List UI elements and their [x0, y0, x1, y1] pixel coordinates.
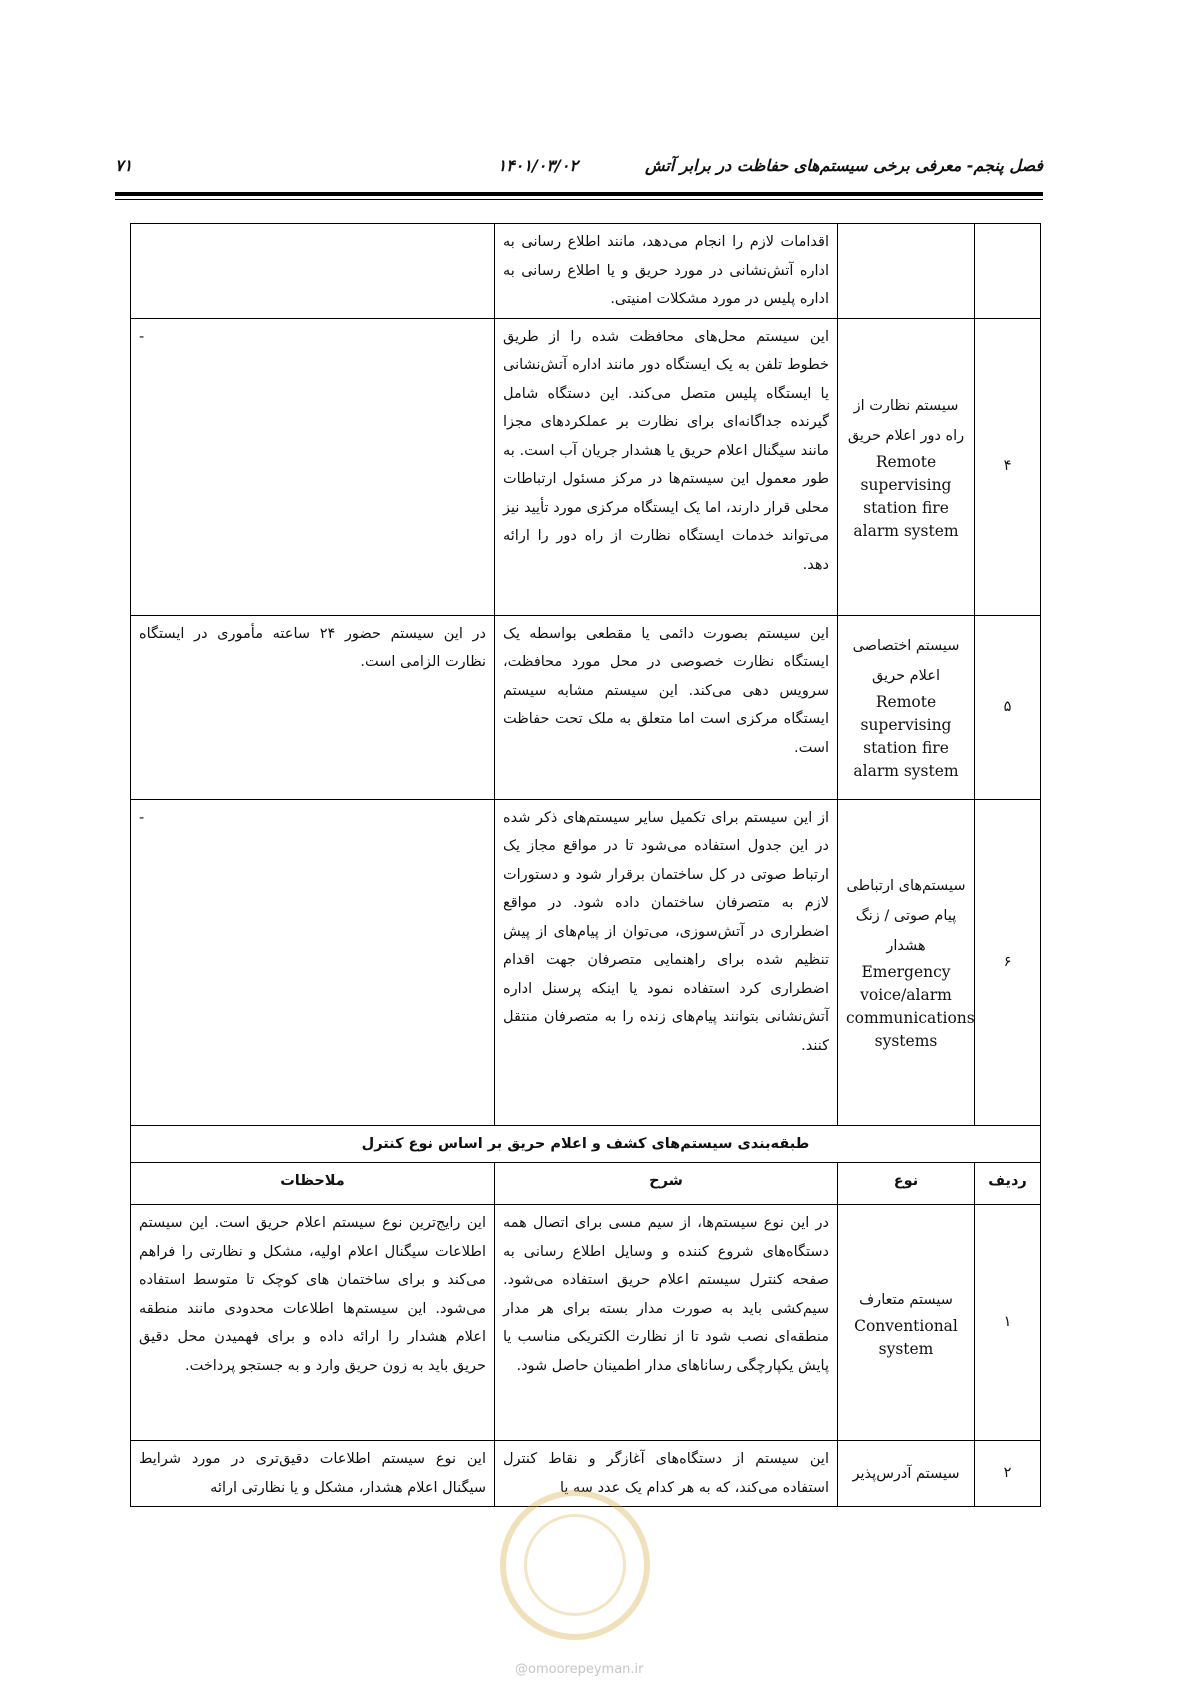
type-fa: سیستم اختصاصی اعلام حریق [852, 638, 960, 684]
header-rule-thin [115, 199, 1043, 200]
section-title: طبقه‌بندی سیستم‌های کشف و اعلام حریق بر اساس نوع کنترل [131, 1125, 1041, 1163]
cell-notes [131, 224, 495, 319]
cell-notes: - [131, 318, 495, 615]
type-en: Conventional system [854, 1316, 958, 1358]
cell-notes: در این سیستم حضور ۲۴ ساعته مأموری در ایستگاه نظارت الزامی است. [131, 615, 495, 799]
cell-number: ۲ [975, 1441, 1041, 1507]
cell-description: از این سیستم برای تکمیل سایر سیستم‌های ذکر شده در این جدول استفاده می‌شود تا در مواقع مجاز یک ارتباط صوتی در کل ساختمان برقرار شود و دستورات لازم به متصرفان ساختمان داده شود. در مواقع اضطراری در آتش‌سوزی، می‌توان از پیام‌های از پیش تنظیم شده برای راهنمایی متصرفان جهت اقدام اضطراری کرد استفاده نمود یا اینکه پرسنل اداره آتش‌نشانی بتوانند پیام‌های زنده را به متصرفان منتقل کنند. [495, 799, 838, 1125]
type-fa: سیستم نظارت از راه دور اعلام حریق [847, 397, 965, 444]
cell-type [838, 615, 975, 799]
type-en: Remote supervising station fire alarm system [853, 693, 959, 780]
cell-type [838, 318, 975, 615]
cell-number: ۱ [975, 1205, 1041, 1441]
fire-alarm-systems-table [130, 223, 1041, 1507]
type-fa: سیستم آدرس‌پذیر [852, 1465, 960, 1482]
watermark-website: @omoorepeyman.ir [515, 1662, 644, 1677]
page-number: ۷۱ [115, 156, 133, 175]
type-fa: سیستم‌های ارتباطی پیام صوتی / زنگ هشدار [846, 878, 966, 954]
header-rule-thick [115, 192, 1043, 196]
watermark-seal-inner [524, 1514, 626, 1616]
cell-number: ۵ [975, 615, 1041, 799]
type-en: Remote supervising station fire alarm system [853, 452, 959, 540]
column-header-row-number: ردیف [975, 1163, 1041, 1205]
type-en: Emergency voice/alarm communications systems [846, 963, 975, 1050]
cell-description: در این نوع سیستم‌ها، از سیم مسی برای اتصال همه دستگاه‌های شروع کننده و وسایل اطلاع رسانی به صفحه کنترل سیستم اعلام حریق استفاده می‌شود. سیم‌کشی باید به صورت مدار بسته برای هر مدار منطقه‌ای نصب شود تا از نظارت الکتریکی مناسب یا پایش یکپارچگی رساناهای مدار اطمینان حاصل شود. [495, 1205, 838, 1441]
header-date: ۱۴۰۱/۰۳/۰۲ [497, 156, 578, 175]
table-row [131, 615, 1041, 799]
cell-notes: - [131, 799, 495, 1125]
column-header-type: نوع [838, 1163, 975, 1205]
column-header-notes: ملاحظات [131, 1163, 495, 1205]
section-title-row [131, 1125, 1041, 1163]
cell-type [838, 224, 975, 319]
column-header-row [131, 1163, 1041, 1205]
cell-description: این سیستم محل‌های محافظت شده را از طریق خطوط تلفن به یک ایستگاه دور مانند اداره آتش‌نشانی یا ایستگاه پلیس متصل می‌کند. این دستگاه شامل گیرنده جداگانه‌ای برای نظارت بر عملکردهای مجزا مانند سیگنال اعلام حریق یا هشدار جریان آب است. به طور معمول این سیستم‌ها در مرکز مسئول ارتباطات محلی قرار دارند، اما یک ایستگاه مرکزی مورد تأیید نیز می‌تواند خدمات ایستگاه نظارت از راه دور را ارائه دهد. [495, 318, 838, 615]
type-fa: سیستم متعارف [859, 1291, 953, 1308]
cell-notes: این نوع سیستم اطلاعات دقیق‌تری در مورد شرایط سیگنال اعلام هشدار، مشکل و یا نظارتی ارائه [131, 1441, 495, 1507]
cell-type [838, 1441, 975, 1507]
cell-number: ۴ [975, 318, 1041, 615]
cell-number: ۶ [975, 799, 1041, 1125]
chapter-title: فصل پنجم- معرفی برخی سیستم‌های حفاظت در برابر آتش [645, 156, 1043, 175]
cell-notes: این رایج‌ترین نوع سیستم اعلام حریق است. این سیستم اطلاعات سیگنال اعلام اولیه، مشکل و نظارتی را فراهم می‌کند و برای ساختمان های کوچک تا متوسط استفاده می‌شود. این سیستم‌ها اطلاعات محدودی مانند منطقه اعلام هشدار را ارائه داده و برای فهمیدن محل دقیق حریق باید به زون حریق وارد و به جستجو پرداخت. [131, 1205, 495, 1441]
watermark-seal [500, 1490, 650, 1640]
table-row [131, 1205, 1041, 1441]
cell-type [838, 799, 975, 1125]
cell-number [975, 224, 1041, 319]
cell-description: این سیستم بصورت دائمی یا مقطعی بواسطه یک ایستگاه نظارت خصوصی در محل مورد محافظت، سرویس دهی می‌کند. این سیستم مشابه سیستم ایستگاه مرکزی است اما متعلق به ملک تحت حفاظت است. [495, 615, 838, 799]
page-header [115, 156, 1043, 186]
table-row-continued [131, 224, 1041, 319]
cell-type [838, 1205, 975, 1441]
column-header-description: شرح [495, 1163, 838, 1205]
cell-description: این سیستم از دستگاه‌های آغازگر و نقاط کنترل استفاده می‌کند، که به هر کدام یک عدد سه یا [495, 1441, 838, 1507]
cell-description: اقدامات لازم را انجام می‌دهد، مانند اطلاع رسانی به اداره آتش‌نشانی در مورد حریق و یا اطلاع رسانی به اداره پلیس در مورد مشکلات امنیتی. [495, 224, 838, 319]
table-row [131, 799, 1041, 1125]
table-row [131, 318, 1041, 615]
